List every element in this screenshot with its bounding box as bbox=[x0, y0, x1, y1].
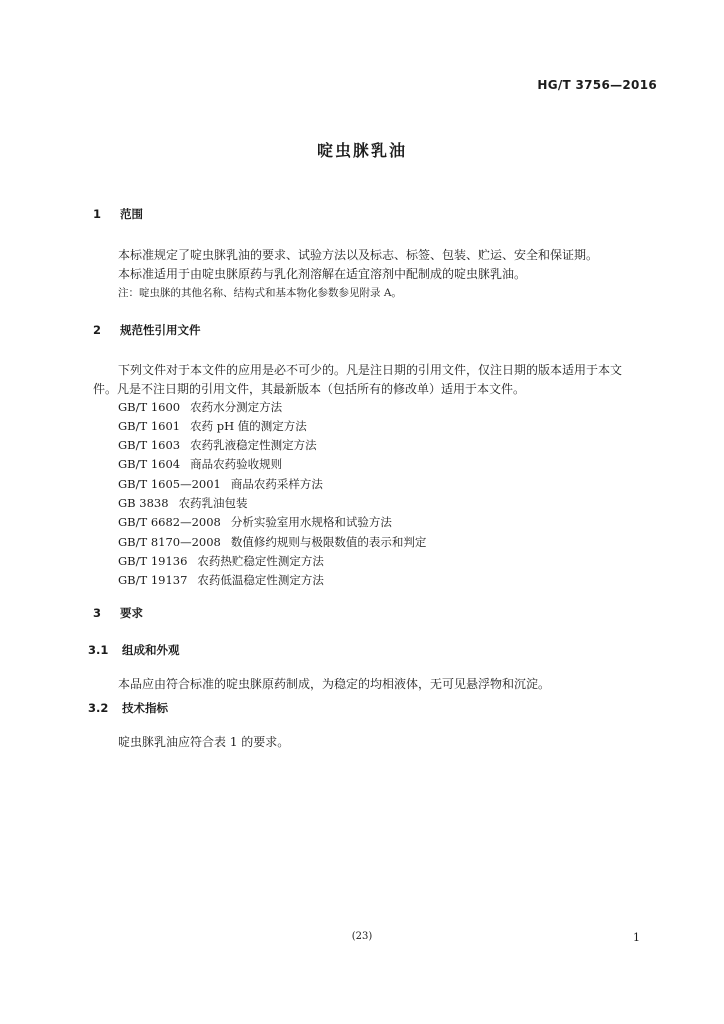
paragraph: 件。凡是不注日期的引用文件，其最新版本（包括所有的修改单）适用于本文件。 bbox=[93, 382, 526, 396]
paragraph: 啶虫脒乳油应符合表 1 的要求。 bbox=[118, 735, 290, 749]
reference-item bbox=[118, 456, 282, 472]
section-number: 2 bbox=[93, 323, 102, 337]
subsection-3-1-heading bbox=[88, 642, 180, 658]
reference-code: GB/T 19136 bbox=[118, 554, 188, 568]
reference-title: 农药乳油包装 bbox=[178, 496, 248, 510]
reference-item bbox=[118, 476, 323, 492]
subsection-title: 组成和外观 bbox=[122, 643, 180, 657]
reference-item bbox=[118, 572, 324, 588]
section-2-heading bbox=[93, 322, 201, 338]
reference-code: GB/T 1603 bbox=[118, 438, 181, 452]
reference-item bbox=[118, 553, 324, 569]
reference-title: 农药低温稳定性测定方法 bbox=[197, 573, 324, 587]
reference-title: 农药 pH 值的测定方法 bbox=[190, 419, 307, 433]
reference-code: GB/T 1601 bbox=[118, 419, 181, 433]
page-mark: 1 bbox=[633, 931, 640, 944]
reference-code: GB/T 1600 bbox=[118, 400, 181, 414]
reference-item bbox=[118, 514, 392, 530]
paragraph: 本标准规定了啶虫脒乳油的要求、试验方法以及标志、标签、包装、贮运、安全和保证期。 bbox=[118, 248, 599, 262]
reference-code: GB 3838 bbox=[118, 496, 169, 510]
reference-item bbox=[118, 437, 317, 453]
subsection-title: 技术指标 bbox=[122, 701, 168, 715]
section-title: 规范性引用文件 bbox=[120, 323, 201, 337]
section-1-heading bbox=[93, 206, 143, 222]
subsection-3-2-heading bbox=[88, 700, 168, 716]
reference-code: GB/T 8170—2008 bbox=[118, 535, 221, 549]
reference-item bbox=[118, 418, 307, 434]
note: 注：啶虫脒的其他名称、结构式和基本物化参数参见附录 A。 bbox=[118, 287, 402, 299]
reference-code: GB/T 6682—2008 bbox=[118, 515, 221, 529]
standard-code: HG/T 3756—2016 bbox=[537, 78, 657, 92]
section-number: 3 bbox=[93, 606, 102, 620]
reference-title: 分析实验室用水规格和试验方法 bbox=[230, 515, 392, 529]
paragraph: 本标准适用于由啶虫脒原药与乳化剂溶解在适宜溶剂中配制成的啶虫脒乳油。 bbox=[118, 267, 527, 281]
reference-code: GB/T 1605—2001 bbox=[118, 477, 221, 491]
section-number: 1 bbox=[93, 207, 102, 221]
reference-title: 商品农药采样方法 bbox=[230, 477, 323, 491]
reference-title: 农药水分测定方法 bbox=[190, 400, 283, 414]
paragraph: 本品应由符合标准的啶虫脒原药制成，为稳定的均相液体，无可见悬浮物和沉淀。 bbox=[118, 677, 551, 691]
reference-title: 商品农药验收规则 bbox=[190, 457, 283, 471]
paragraph: 下列文件对于本文件的应用是必不可少的。凡是注日期的引用文件，仅注日期的版本适用于本文 bbox=[118, 363, 623, 377]
section-title: 要求 bbox=[120, 606, 143, 620]
reference-title: 农药乳液稳定性测定方法 bbox=[190, 438, 317, 452]
subsection-number: 3.2 bbox=[88, 701, 109, 715]
page-number: (23) bbox=[351, 931, 373, 942]
document-title: 啶虫脒乳油 bbox=[316, 141, 407, 160]
reference-title: 农药热贮稳定性测定方法 bbox=[197, 554, 324, 568]
subsection-number: 3.1 bbox=[88, 643, 109, 657]
reference-item bbox=[118, 495, 248, 511]
section-title: 范围 bbox=[120, 207, 143, 221]
reference-item bbox=[118, 399, 282, 415]
reference-item bbox=[118, 534, 426, 550]
reference-title: 数值修约规则与极限数值的表示和判定 bbox=[230, 535, 427, 549]
reference-code: GB/T 19137 bbox=[118, 573, 188, 587]
section-3-heading bbox=[93, 605, 143, 621]
reference-code: GB/T 1604 bbox=[118, 457, 181, 471]
